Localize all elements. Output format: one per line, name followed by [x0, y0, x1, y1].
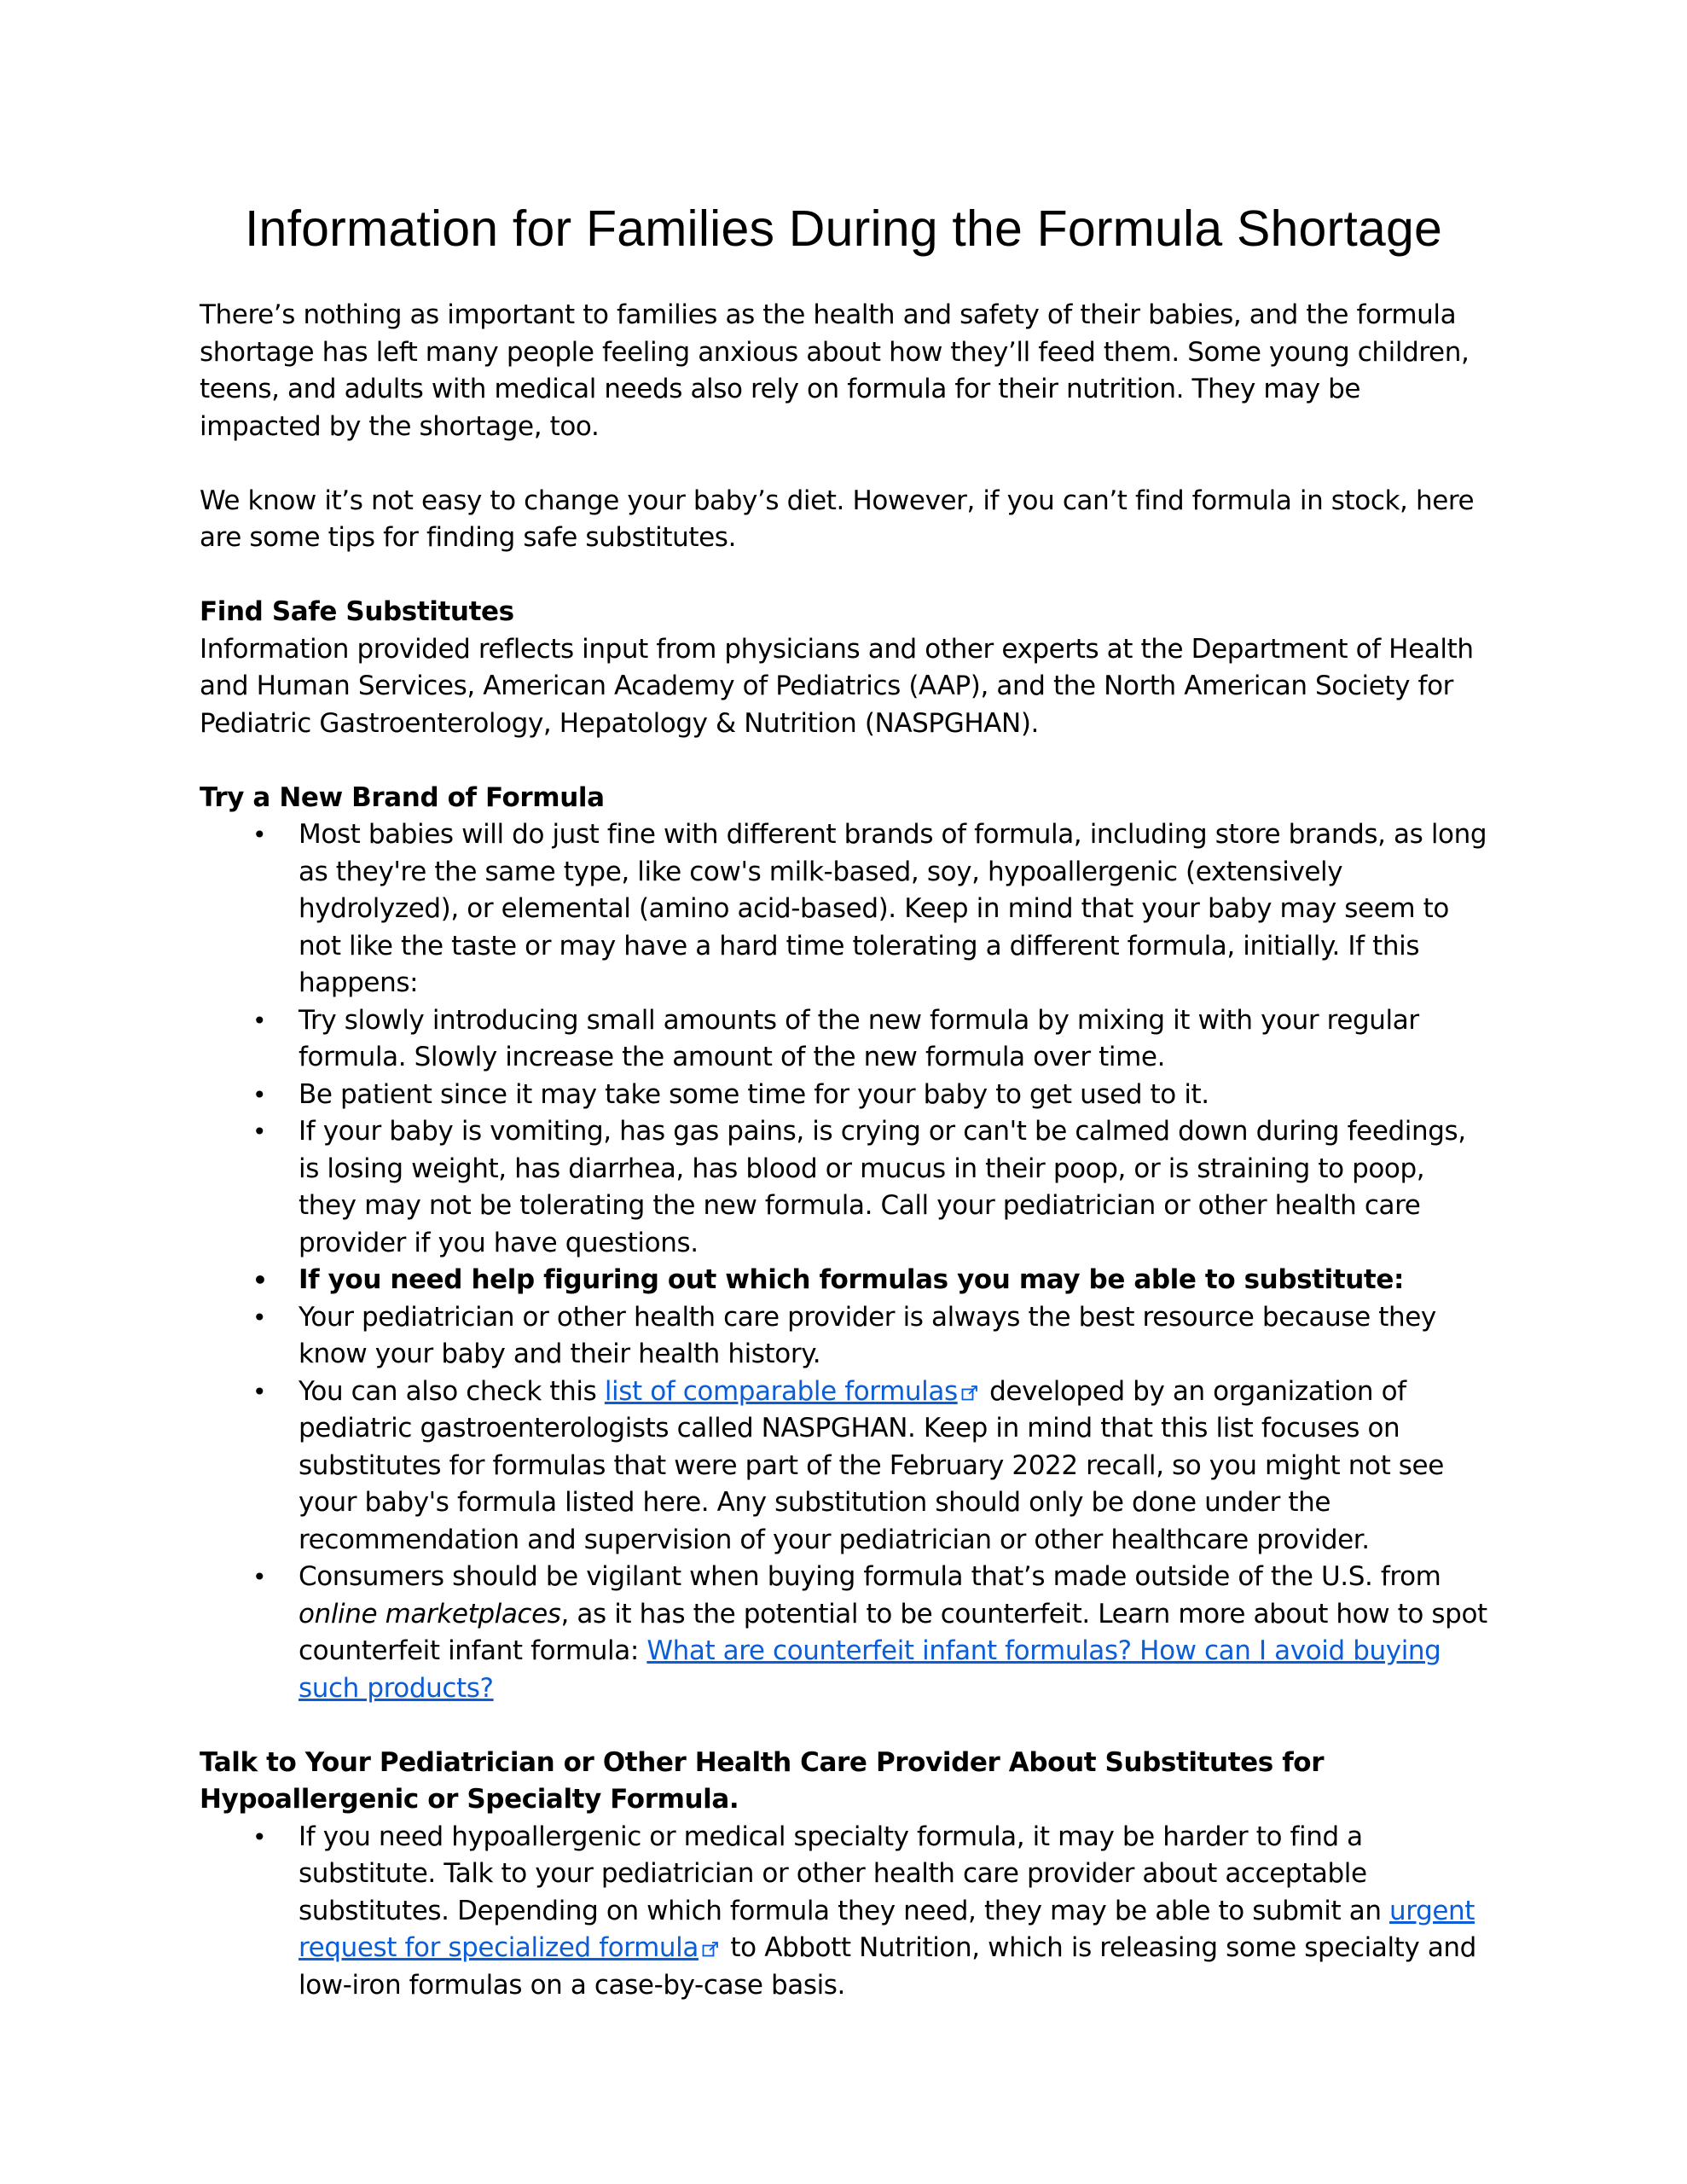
- list-item: [200, 1077, 1487, 1114]
- list-item: [200, 1819, 1487, 2005]
- counterfeit-formulas-link[interactable]: What are counterfeit infant formulas? How can I avoid buying such products?: [299, 1635, 1441, 1704]
- bullet-icon: •: [252, 1266, 268, 1294]
- list-item-text-post: developed by an organization of pediatric gastroenterologists called NASPGHAN. Keep in mind that this list focuses on substitutes for formulas that were part of the February 2022 recall, so you might not see your baby's formula listed here. Any substitution should only be done under the recommendation and supervision of your pediatrician or other healthcare provider.: [299, 1375, 1444, 1555]
- specialty-list: [200, 1819, 1487, 2005]
- list-item-text: Your pediatrician or other health care provider is always the best resource because they know your baby and their health history.: [299, 1301, 1436, 1369]
- find-safe-text: Information provided reflects input from physicians and other experts at the Department of Health and Human Services, American Academy of Pediatrics (AAP), and the North American Society for Pediatric Gastroenterology, Hepatology & Nutrition (NASPGHAN).: [200, 633, 1474, 739]
- bullet-icon: •: [252, 1822, 267, 1851]
- list-item-text-pre: If you need hypoallergenic or medical specialty formula, it may be harder to find a substitute. Talk to your pediatrician or other health care provider about acceptable substitutes. Depending on which formula they need, they may be able to submit an: [299, 1821, 1390, 1926]
- bullet-icon: •: [252, 1006, 267, 1035]
- list-item: [200, 1374, 1487, 1560]
- new-brand-section: [200, 780, 1487, 1708]
- specialty-section: [200, 1745, 1487, 2005]
- bullet-icon: •: [252, 821, 267, 849]
- list-item-text-pre: You can also check this: [299, 1375, 605, 1407]
- list-item-text: Most babies will do just fine with different brands of formula, including store brands, as long as they're the same type, like cow's milk-based, soy, hypoallergenic (extensively hydrolyzed), or elemental (amino acid-based). Keep in mind that your baby may seem to not like the taste or may have a hard time tolerating a different formula, initially. If this happens:: [299, 819, 1487, 998]
- list-item-text-post: to Abbott Nutrition, which is releasing some specialty and low-iron formulas on a case-by-case basis.: [299, 1932, 1476, 2001]
- bullet-icon: •: [252, 1563, 267, 1591]
- list-item: [200, 1299, 1487, 1374]
- list-item: [200, 816, 1487, 1002]
- bullet-icon: •: [252, 1118, 267, 1146]
- list-item-text-pre: Consumers should be vigilant when buying formula that’s made outside of the U.S. from: [299, 1561, 1441, 1592]
- list-item-text: If your baby is vomiting, has gas pains, is crying or can't be calmed down during feedings, is losing weight, has diarrhea, has blood or mucus in their poop, or is straining to poop, they may not be tolerating the new formula. Call your pediatrician or other health care provider if you have questions.: [299, 1116, 1466, 1258]
- list-item: [200, 1262, 1487, 1299]
- new-brand-list: [200, 816, 1487, 1707]
- list-item: [200, 1559, 1487, 1707]
- list-item-text-mid: , as it has the potential to be counterfeit. Learn more about how to spot counterfeit infant formula:: [299, 1598, 1487, 1666]
- list-item-text: Be patient since it may take some time for your baby to get used to it.: [299, 1078, 1209, 1110]
- bullet-icon: •: [252, 1303, 267, 1332]
- find-safe-section: [200, 594, 1487, 742]
- find-safe-heading: Find Safe Substitutes: [200, 596, 514, 627]
- bullet-icon: •: [252, 1377, 267, 1406]
- list-item-text: If you need help figuring out which formulas you may be able to substitute:: [299, 1264, 1404, 1295]
- page-title: Information for Families During the Formula Shortage: [244, 200, 1443, 257]
- comparable-formulas-link[interactable]: list of comparable formulas: [604, 1375, 958, 1407]
- emphasis-text: online marketplaces: [299, 1598, 561, 1629]
- bullet-icon: •: [252, 1080, 267, 1109]
- urgent-request-link[interactable]: urgent request for specialized formula: [299, 1895, 1475, 1963]
- external-link-icon[interactable]: [702, 1941, 719, 1958]
- intro-paragraph-2: We know it’s not easy to change your baby’s diet. However, if you can’t find formula in stock, here are some tips for finding safe substitutes.: [200, 485, 1475, 553]
- list-item: [200, 1113, 1487, 1262]
- intro-paragraph-1: There’s nothing as important to families as the health and safety of their babies, and the formula shortage has left many people feeling anxious about how they’ll feed them. Some young children, teens, and adults with medical needs also rely on formula for their nutrition. They may be impacted by the shortage, too.: [200, 299, 1470, 442]
- list-item: [200, 1002, 1487, 1077]
- external-link-icon[interactable]: [961, 1385, 978, 1402]
- specialty-heading: Talk to Your Pediatrician or Other Health Care Provider About Substitutes for Hypoallergenic or Specialty Formula.: [200, 1746, 1325, 1815]
- list-item-text: Try slowly introducing small amounts of the new formula by mixing it with your regular formula. Slowly increase the amount of the new formula over time.: [299, 1004, 1419, 1072]
- new-brand-heading: Try a New Brand of Formula: [200, 781, 605, 813]
